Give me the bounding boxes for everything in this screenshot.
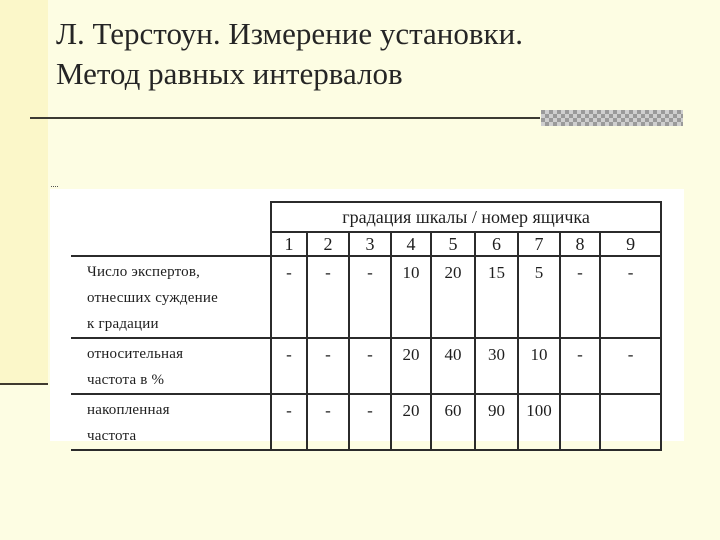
- table-cell: 90: [475, 394, 518, 450]
- table-cell: 10: [391, 256, 431, 338]
- table-row: [71, 394, 661, 450]
- column-number: 7: [518, 232, 560, 256]
- table-cell: -: [307, 338, 349, 394]
- row-label-line: накопленная: [87, 402, 170, 418]
- row-label-line: относительная: [87, 346, 184, 362]
- table-cell: -: [271, 338, 307, 394]
- row-label-line: отнесших суждение: [87, 290, 218, 306]
- row-label: [71, 338, 271, 394]
- table-cell: -: [560, 256, 600, 338]
- row-label: [71, 394, 271, 450]
- table-cell: 30: [475, 338, 518, 394]
- row-label: [71, 256, 271, 338]
- column-number: 6: [475, 232, 518, 256]
- table-cell: -: [307, 256, 349, 338]
- column-number: 5: [431, 232, 475, 256]
- table-cell: [600, 394, 661, 450]
- title-underline: [30, 117, 540, 119]
- table-cell: 100: [518, 394, 560, 450]
- title-checker-decoration: [541, 110, 683, 126]
- slide-title: [56, 14, 696, 94]
- table-row: [71, 256, 661, 338]
- table-cell: -: [271, 256, 307, 338]
- slide-title-line-2: Метод равных интервалов: [56, 56, 403, 91]
- table-corner-cell: [71, 202, 271, 256]
- table-cell: -: [271, 394, 307, 450]
- table-cell: -: [560, 338, 600, 394]
- column-number: 4: [391, 232, 431, 256]
- row-label-line: к градации: [87, 316, 159, 332]
- left-accent-bar: [0, 0, 48, 383]
- row-label-line: частота: [87, 428, 137, 444]
- table-cell: 20: [391, 394, 431, 450]
- intervals-table: [71, 201, 662, 451]
- row-label-line: частота в %: [87, 372, 165, 388]
- table-cell: 20: [391, 338, 431, 394]
- table-cell: -: [349, 338, 391, 394]
- table-cell: 60: [431, 394, 475, 450]
- table-row: [71, 338, 661, 394]
- table-cell: 5: [518, 256, 560, 338]
- table-cell: -: [600, 256, 661, 338]
- row-label-line: Число экспертов,: [87, 264, 201, 280]
- table-cell: -: [349, 256, 391, 338]
- table-cell: 10: [518, 338, 560, 394]
- table-cell: 20: [431, 256, 475, 338]
- slide-title-line-1: Л. Терстоун. Измерение установки.: [56, 16, 523, 51]
- table-cell: [560, 394, 600, 450]
- column-number: 1: [271, 232, 307, 256]
- table-cell: -: [349, 394, 391, 450]
- column-number: 3: [349, 232, 391, 256]
- column-number: 2: [307, 232, 349, 256]
- table-header: градация шкалы / номер ящичка: [271, 202, 661, 232]
- table-cell: -: [307, 394, 349, 450]
- table-cell: 15: [475, 256, 518, 338]
- column-number: 8: [560, 232, 600, 256]
- table-cell: 40: [431, 338, 475, 394]
- left-accent-line: [0, 383, 48, 385]
- column-number: 9: [600, 232, 661, 256]
- table-cell: -: [600, 338, 661, 394]
